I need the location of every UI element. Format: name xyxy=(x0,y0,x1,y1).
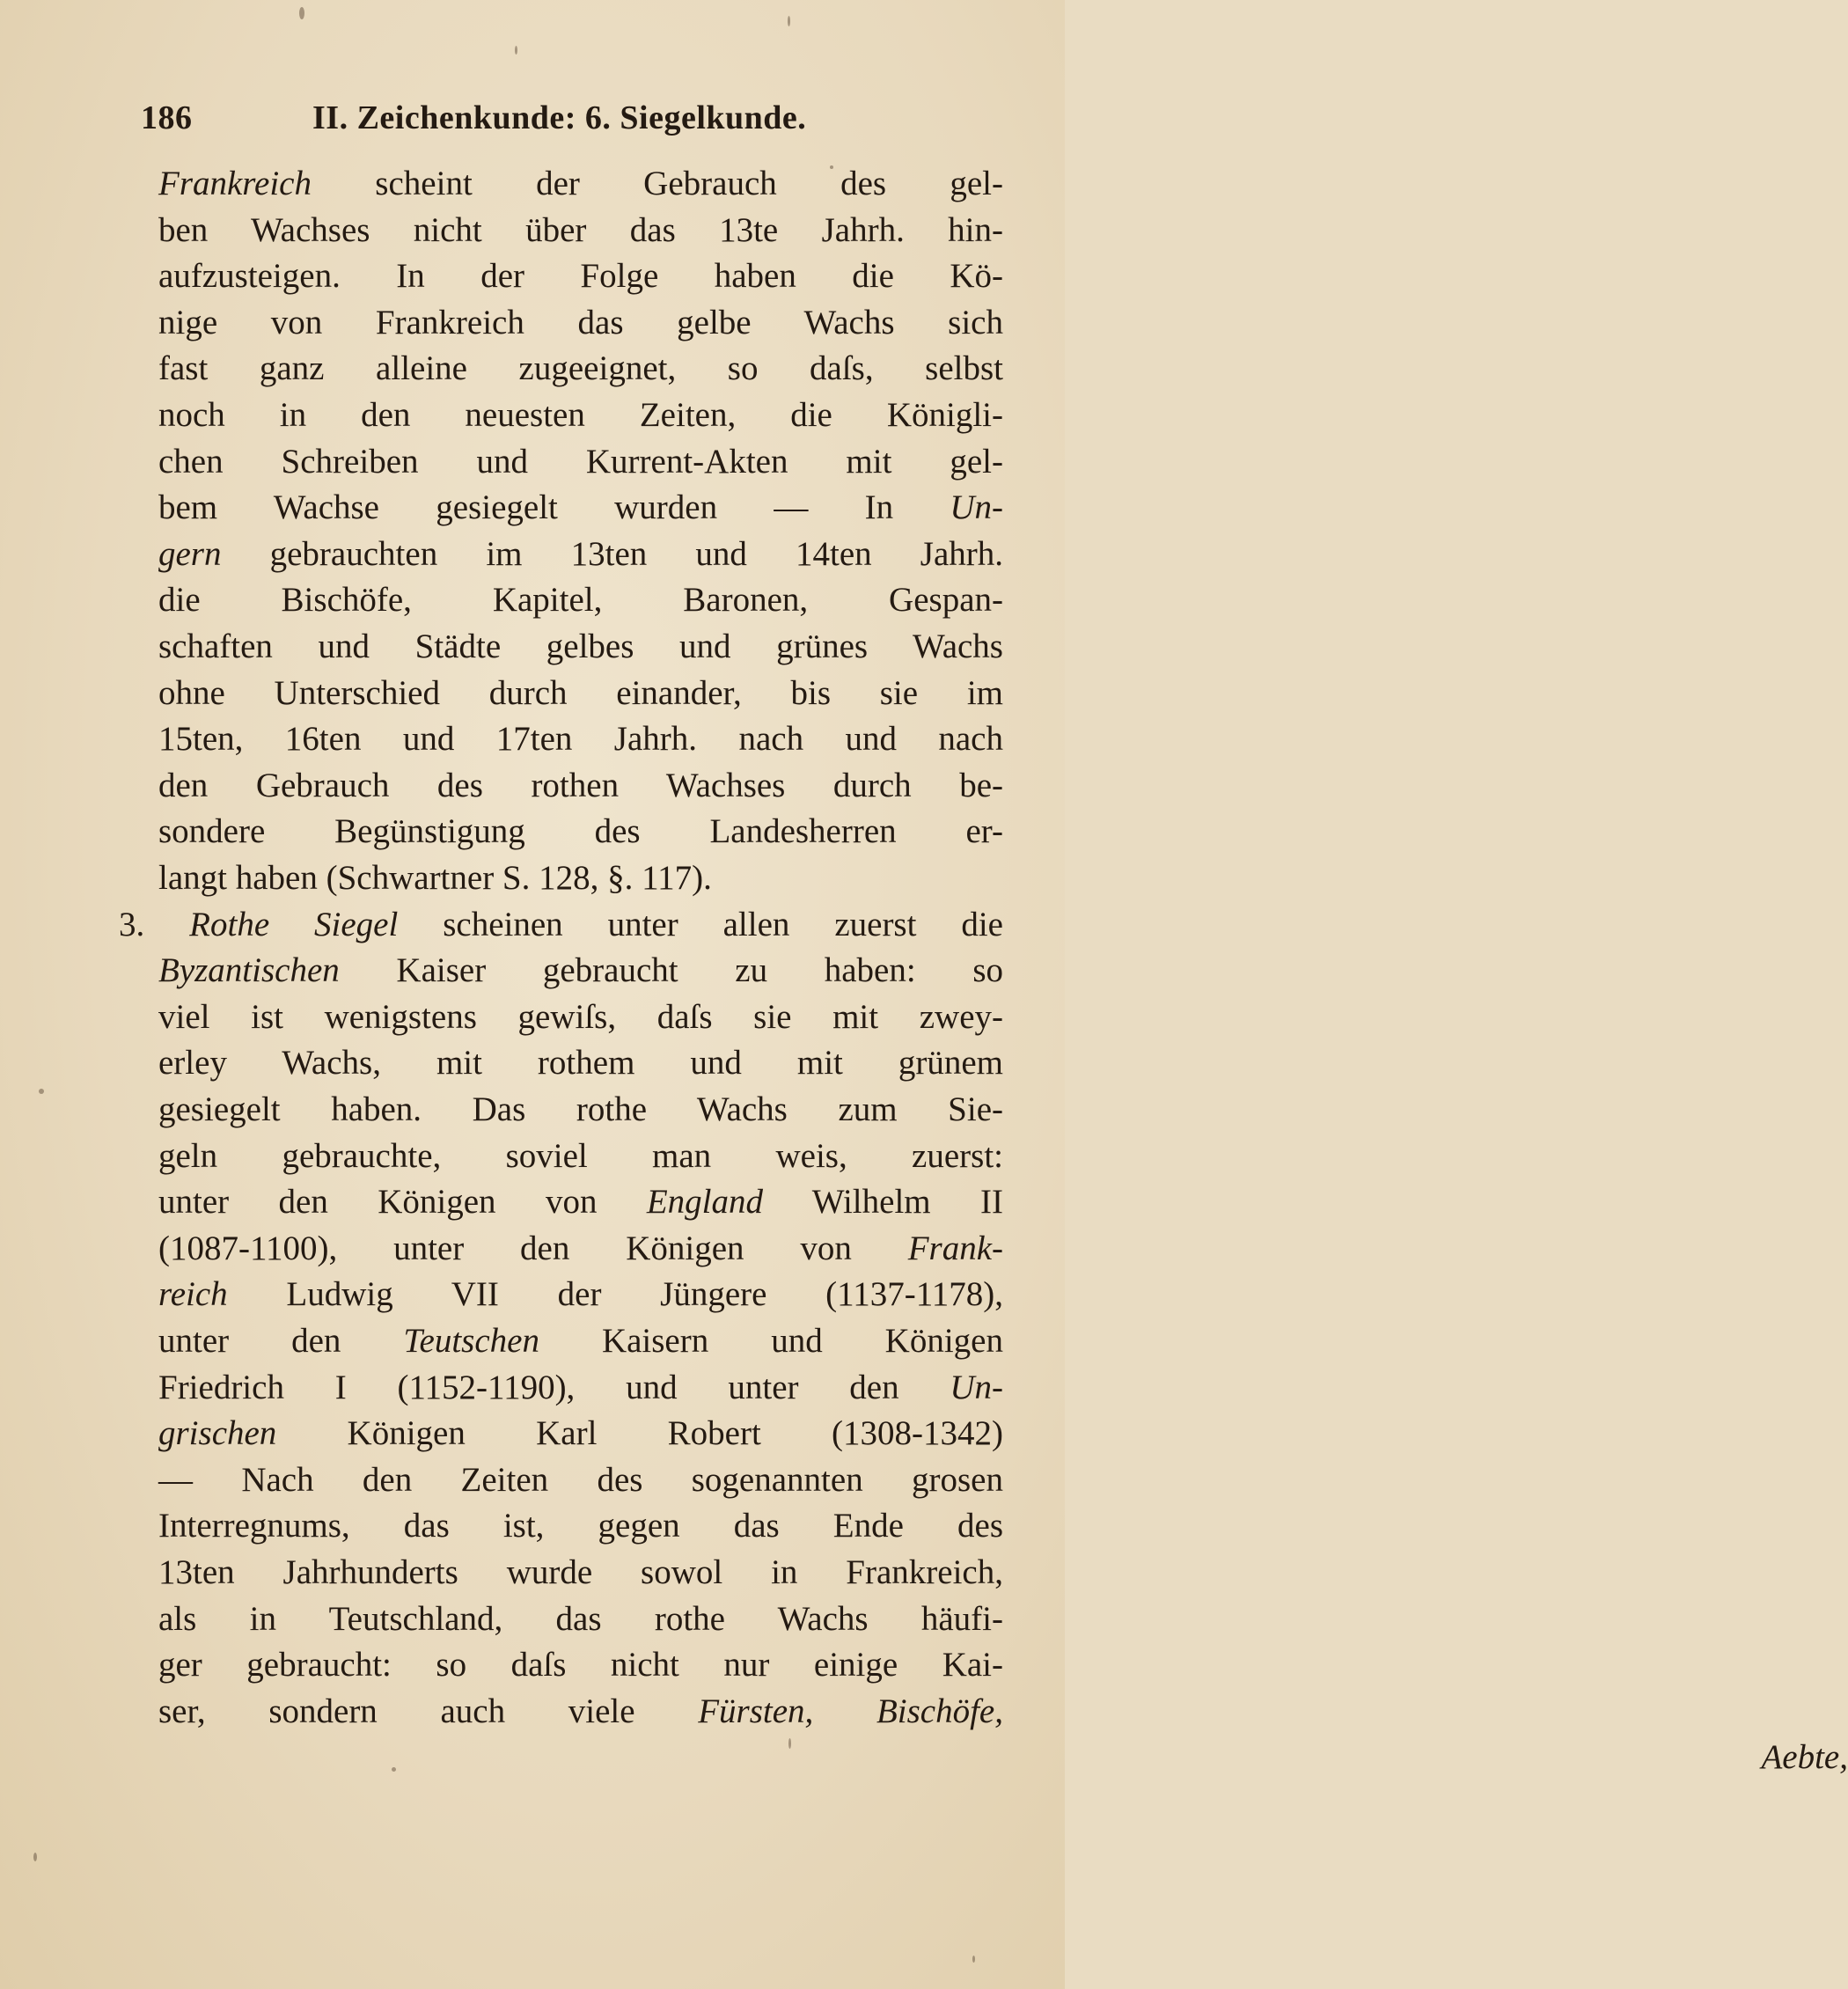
text-run: sondere Begünstigung des Landesherren er- xyxy=(158,812,1003,851)
text-run: (1087-1100), unter den Königen von xyxy=(158,1229,908,1267)
text-run: chen Schreiben und Kurrent-Akten mit gel- xyxy=(158,442,1003,481)
text-line xyxy=(158,1598,1003,1640)
italic-run: Frank- xyxy=(907,1229,1003,1267)
text-line xyxy=(158,1089,1003,1131)
italic-run: Rothe Siegel xyxy=(189,905,399,943)
text-line xyxy=(158,1273,1003,1316)
text-line xyxy=(158,1644,1003,1686)
text-run: Wilhelm II xyxy=(763,1183,1003,1222)
text-line xyxy=(158,1459,1003,1501)
text-run: ben Wachses nicht über das 13te Jahrh. hin- xyxy=(158,210,1003,249)
text-run: viel ist wenigstens gewiſs, daſs sie mit zwey- xyxy=(158,997,1003,1036)
text-run: Königen Karl Robert (1308-1342) xyxy=(276,1414,1003,1453)
text-run: langt haben (Schwartner S. 128, §. 117). xyxy=(158,859,712,897)
text-line xyxy=(119,904,1003,946)
paper-speck xyxy=(788,16,790,26)
text-run: nige von Frankreich das gelbe Wachs sich xyxy=(158,303,1003,341)
text-line xyxy=(158,533,1003,576)
italic-run: Fürsten, Bischöfe, xyxy=(698,1692,1003,1730)
text-line xyxy=(158,857,712,899)
text-line xyxy=(158,487,1003,529)
text-line xyxy=(158,1320,1003,1362)
text-run: ger gebraucht: so daſs nicht nur einige Kai- xyxy=(158,1646,1003,1684)
text-line xyxy=(158,1135,1003,1178)
text-line xyxy=(158,996,1003,1039)
text-run: scheinen unter allen zuerst die xyxy=(398,905,1003,943)
italic-run: Un- xyxy=(950,488,1003,527)
text-run: gesiegelt haben. Das rothe Wachs zum Sie- xyxy=(158,1090,1003,1128)
text-line xyxy=(158,1505,1003,1547)
text-line xyxy=(1761,1736,1848,1779)
text-line xyxy=(158,672,1003,715)
italic-run: Frankreich xyxy=(158,165,312,202)
text-line xyxy=(158,255,1003,297)
running-head-title: II. Zeichenkunde: 6. Siegelkunde. xyxy=(312,99,807,136)
text-line xyxy=(158,1181,1003,1223)
paper-speck xyxy=(515,46,517,55)
text-line xyxy=(158,765,1003,807)
text-line xyxy=(158,302,1003,344)
text-line xyxy=(158,1042,1003,1084)
italic-run: Byzantischen xyxy=(158,951,340,990)
italic-run: gern xyxy=(158,534,222,573)
text-run: fast ganz alleine zugeeignet, so daſs, selbst xyxy=(158,349,1003,388)
text-line xyxy=(158,394,1003,437)
text-line xyxy=(158,441,1003,483)
text-run: ser, sondern auch viele xyxy=(158,1692,699,1730)
paper-speck xyxy=(972,1956,975,1963)
text-line xyxy=(158,1691,1003,1733)
italic-run: reich xyxy=(158,1275,228,1314)
text-run: unter den xyxy=(158,1322,404,1360)
paper-speck xyxy=(33,1853,37,1861)
text-line xyxy=(158,626,1003,668)
paper-speck xyxy=(788,1738,791,1749)
text-run: gebrauchten im 13ten und 14ten Jahrh. xyxy=(221,534,1003,573)
text-run: als in Teutschland, das rothe Wachs häufi- xyxy=(158,1599,1003,1638)
text-run: — Nach den Zeiten des sogenannten grosen xyxy=(158,1460,1003,1499)
text-run: 3. xyxy=(119,905,190,943)
italic-run: England xyxy=(646,1183,764,1222)
text-run: ohne Unterschied durch einander, bis sie im xyxy=(158,673,1003,712)
text-run: Kaiser gebraucht zu haben: so xyxy=(339,951,1003,990)
text-run: schaften und Städte gelbes und grünes Wachs xyxy=(158,628,1003,665)
text-run: 15ten, 16ten und 17ten Jahrh. nach und nach xyxy=(158,720,1003,759)
text-line xyxy=(158,811,1003,853)
text-line xyxy=(158,1367,1003,1409)
text-run: Ludwig VII der Jüngere (1137-1178), xyxy=(227,1275,1003,1314)
text-run: Kaisern und Königen xyxy=(539,1322,1003,1360)
text-line xyxy=(158,1413,1003,1455)
text-run: unter den Königen von xyxy=(158,1183,647,1222)
italic-run: grischen xyxy=(158,1414,277,1453)
text-run: Friedrich I (1152-1190), und unter den xyxy=(158,1368,950,1406)
paper-speck xyxy=(299,7,304,19)
text-line xyxy=(158,718,1003,760)
text-line xyxy=(158,1228,1003,1270)
text-run: geln gebrauchte, soviel man weis, zuerst: xyxy=(158,1136,1003,1175)
text-run: scheint der Gebrauch des gel- xyxy=(312,165,1003,202)
italic-run: Teutschen xyxy=(403,1322,539,1360)
paper-speck xyxy=(392,1767,396,1772)
text-run: erley Wachs, mit rothem und mit grünem xyxy=(158,1044,1003,1083)
text-run: 13ten Jahrhunderts wurde sowol in Frankreich, xyxy=(158,1553,1003,1591)
italic-run: Aebte, xyxy=(1761,1738,1848,1777)
text-run: bem Wachse gesiegelt wurden — In xyxy=(158,488,950,527)
paper-speck xyxy=(39,1089,44,1094)
text-line xyxy=(158,348,1003,390)
running-header xyxy=(141,99,862,148)
text-run: Interregnums, das ist, gegen das Ende des xyxy=(158,1507,1003,1545)
text-line xyxy=(158,163,1003,205)
text-line xyxy=(158,579,1003,621)
text-run: noch in den neuesten Zeiten, die Königli- xyxy=(158,396,1003,434)
text-line xyxy=(158,950,1003,992)
page-number: 186 xyxy=(141,99,193,136)
text-line xyxy=(158,209,1003,252)
text-run: die Bischöfe, Kapitel, Baronen, Gespan- xyxy=(158,581,1003,620)
italic-run: Un- xyxy=(950,1368,1003,1406)
text-run: aufzusteigen. In der Folge haben die Kö- xyxy=(158,257,1003,296)
text-line xyxy=(158,1552,1003,1594)
text-run: den Gebrauch des rothen Wachses durch be- xyxy=(158,766,1003,804)
